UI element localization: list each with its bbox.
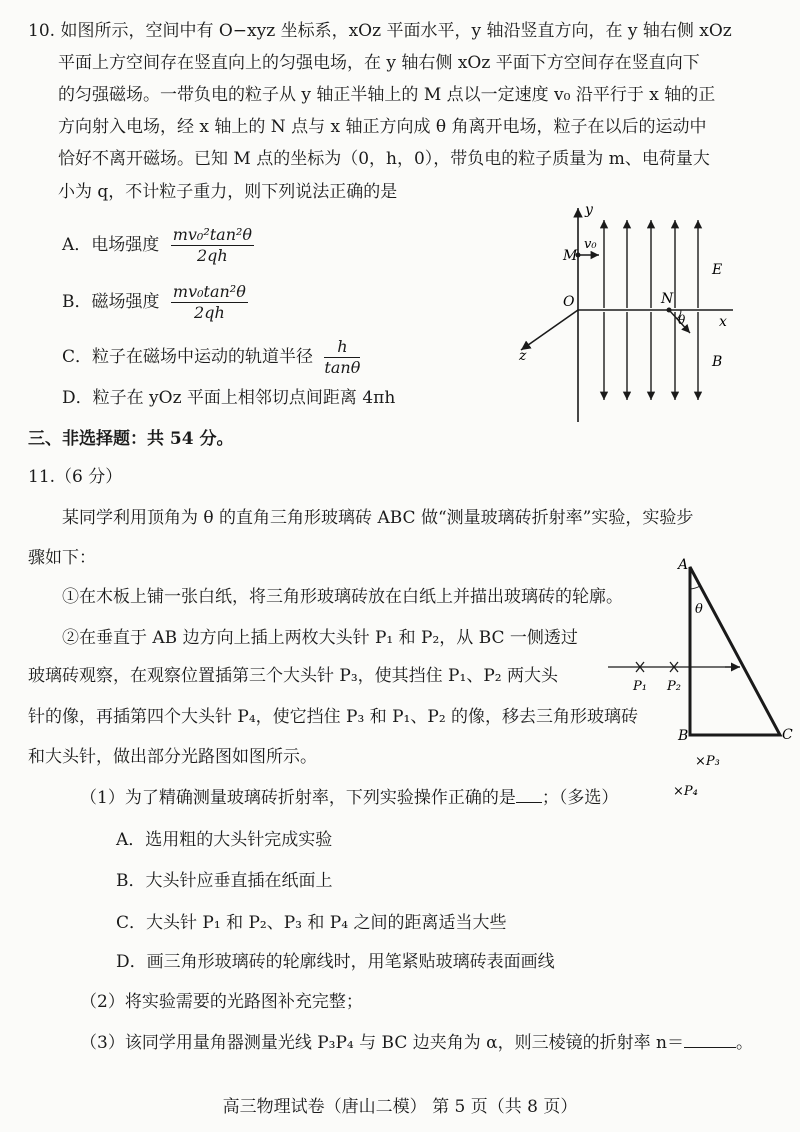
- q11-step-2-line-3: 针的像，再插第四个大头针 P₄，使它挡住 P₃ 和 P₁、P₂ 的像，移去三角形玻璃砖: [28, 707, 639, 727]
- label-v0: v₀: [584, 237, 597, 252]
- q11-intro-2: 骤如下：: [28, 548, 96, 568]
- pin-p4: ×P₄: [673, 784, 698, 799]
- q11-sub-1-suffix: ；（多选）: [541, 788, 619, 808]
- option-a-denominator: 2qh: [197, 246, 228, 265]
- q11-step-2-line-4: 和大头针，做出部分光路图如图所示。: [28, 747, 317, 767]
- label-b: B: [678, 728, 689, 744]
- glass-prism: [690, 567, 780, 735]
- q11-header: 11.（6 分）: [28, 467, 123, 487]
- option-a-numerator: mv₀²tan²θ: [172, 225, 253, 244]
- label-p1: P₁: [633, 679, 647, 694]
- q11-sub-3-suffix: 。: [736, 1033, 753, 1053]
- label-b: B: [712, 354, 723, 370]
- q10-line-4: 方向射入电场，经 x 轴上的 N 点与 x 轴正方向成 θ 角离开电场，粒子在以后的运动中: [58, 117, 707, 137]
- label-theta: θ: [678, 313, 686, 327]
- option-c-denominator: tanθ: [324, 358, 361, 377]
- label-e: E: [712, 262, 723, 278]
- label-m: M: [563, 248, 578, 264]
- q11-sub-3: [80, 1032, 753, 1054]
- answer-blank-1[interactable]: [516, 802, 542, 803]
- electric-field-lines: [604, 220, 698, 308]
- label-c: C: [782, 727, 793, 743]
- z-axis: [521, 310, 578, 350]
- option-c-formula: [324, 337, 360, 378]
- q11-step-1: ①在木板上铺一张白纸，将三角形玻璃砖放在白纸上并描出玻璃砖的轮廓。: [62, 587, 623, 607]
- q11-sub-1: [80, 787, 618, 809]
- q10-line-5: 恰好不离开磁场。已知 M 点的坐标为（0，h，0），带负电的粒子质量为 m、电荷量大: [58, 149, 710, 169]
- q11-sub-2: （2）将实验需要的光路图补充完整；: [80, 992, 363, 1012]
- option-a-label: A．电场强度: [62, 235, 160, 255]
- q11-step-2-line-1: ②在垂直于 AB 边方向上插上两枚大头针 P₁ 和 P₂，从 BC 一侧透过: [62, 628, 578, 648]
- label-n: N: [661, 291, 674, 307]
- option-b-formula: [171, 282, 248, 323]
- q10-line-3: 的匀强磁场。一带负电的粒子从 y 轴正半轴上的 M 点以一定速度 v₀ 沿平行于 x 轴的正: [58, 85, 716, 105]
- q11-intro-1: 某同学利用顶角为 θ 的直角三角形玻璃砖 ABC 做“测量玻璃砖折射率”实验，实验步: [62, 508, 694, 528]
- label-theta: θ: [695, 602, 703, 617]
- q10-option-b[interactable]: [62, 282, 248, 323]
- section-3-heading: 三、非选择题：共 54 分。: [28, 429, 234, 449]
- option-b-label: B．磁场强度: [62, 292, 160, 312]
- label-p2: P₂: [667, 679, 681, 694]
- q10-option-c[interactable]: [62, 337, 360, 378]
- q10-option-d[interactable]: D．粒子在 yOz 平面上相邻切点间距离 4πh: [62, 388, 396, 408]
- option-c-numerator: h: [324, 337, 360, 358]
- q11-step-2-line-2: 玻璃砖观察，在观察位置插第三个大头针 P₃，使其挡住 P₁、P₂ 两大头: [28, 666, 558, 686]
- q10-option-a[interactable]: [62, 225, 254, 266]
- label-z: z: [519, 348, 527, 364]
- q10-line-1: 10. 如图所示，空间中有 O−xyz 坐标系，xOz 平面水平，y 轴沿竖直方向，在 y 轴右侧 xOz: [28, 21, 732, 41]
- option-b-numerator: mv₀tan²θ: [172, 282, 246, 301]
- label-y: y: [585, 202, 593, 218]
- q11-choice-b[interactable]: B．大头针应垂直插在纸面上: [116, 871, 333, 891]
- page-footer: 高三物理试卷（唐山二模） 第 5 页（共 8 页）: [222, 1097, 578, 1117]
- pin-p3: ×P₃: [695, 754, 720, 769]
- answer-blank-3[interactable]: [684, 1047, 736, 1048]
- option-c-label: C．粒子在磁场中运动的轨道半径: [62, 347, 314, 367]
- prism-diagram: [600, 555, 795, 815]
- option-a-formula: [171, 225, 254, 266]
- q11-choice-c[interactable]: C．大头针 P₁ 和 P₂、P₃ 和 P₄ 之间的距离适当大些: [116, 913, 507, 933]
- label-x: x: [719, 314, 727, 330]
- option-b-denominator: 2qh: [194, 303, 225, 322]
- q11-choice-d[interactable]: D．画三角形玻璃砖的轮廓线时，用笔紧贴玻璃砖表面画线: [116, 952, 555, 972]
- field-diagram: [505, 200, 745, 426]
- q11-choice-a[interactable]: A．选用粗的大头针完成实验: [116, 830, 333, 850]
- q11-sub-1-prompt: （1）为了精确测量玻璃砖折射率，下列实验操作正确的是: [80, 788, 516, 808]
- q10-line-6: 小为 q，不计粒子重力，则下列说法正确的是: [58, 182, 398, 202]
- q11-sub-3-prompt: （3）该同学用量角器测量光线 P₃P₄ 与 BC 边夹角为 α，则三棱镜的折射率 n＝: [80, 1033, 684, 1053]
- label-o: O: [563, 294, 575, 310]
- label-a: A: [678, 557, 689, 573]
- q10-line-2: 平面上方空间存在竖直向上的匀强电场，在 y 轴右侧 xOz 平面下方空间存在竖直向下: [58, 53, 700, 73]
